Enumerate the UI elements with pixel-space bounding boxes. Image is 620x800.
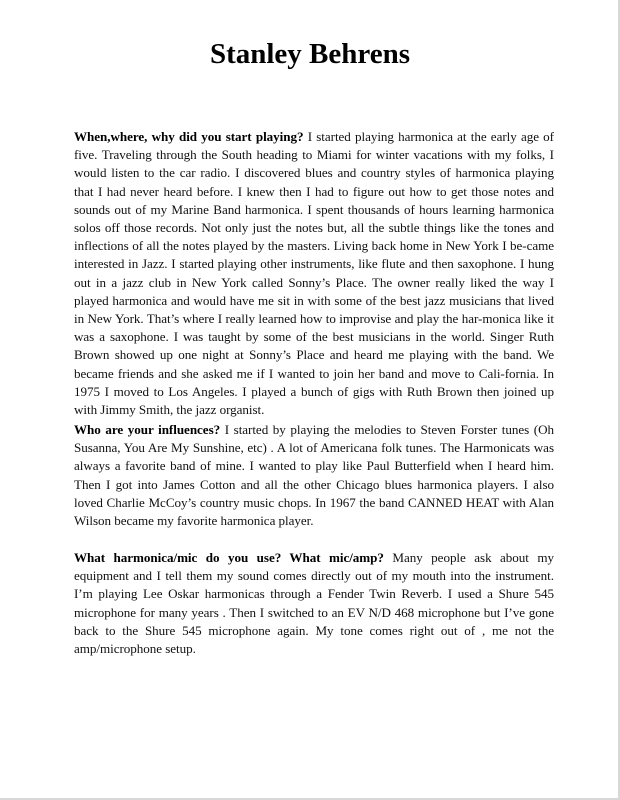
question-origins: When,where, why did you start playing? — [74, 129, 304, 144]
interview-paragraph-influences — [74, 421, 554, 530]
question-equipment: What harmonica/mic do you use? What mic/amp? — [74, 550, 384, 565]
question-influences: Who are your influences? — [74, 422, 221, 437]
answer-influences: I started by playing the melodies to Steven Forster tunes (Oh Susanna, You Are My Sunshine, etc) . A lot of Americana folk tunes. The Harmonicats was always a favorite band of mine. I wanted to play like Paul Butterfield when I heard him. Then I got into James Cotton and all the other Chicago blues harmonica players. I also loved Charlie McCoy’s country music chops. In 1967 the band CANNED HEAT with Alan Wilson became my favorite harmonica player. — [74, 422, 554, 529]
interview-paragraph-equipment — [74, 549, 554, 658]
interview-paragraph-origins — [74, 128, 554, 419]
page-title: Stanley Behrens — [209, 38, 411, 70]
answer-equipment: Many people ask about my equipment and I tell them my sound comes directly out of my mouth into the instrument. I’m playing Lee Oskar harmonicas through a Fender Twin Reverb. I used a Shure 545 microphone for many years . Then I switched to an EV N/D 468 microphone but I’ve gone back to the Shure 545 microphone again. My tone comes right out of , me not the amp/microphone setup. — [74, 550, 554, 657]
answer-origins: I started playing harmonica at the early age of five. Traveling through the South heading to Miami for winter vacations with my folks, I would listen to the car radio. I discovered blues and country styles of harmonica playing that I had never heard before. I knew then I had to figure out how to get those notes and sounds out of my Marine Band harmonica. I spent thousands of hours learning harmonica solos off those records. Not only just the notes but, all the subtle things like the tones and inflections of all the notes played by the masters. Living back home in New York I be-came interested in Jazz. I started playing other instruments, like flute and then saxophone. I hung out in a jazz club in New York called Sonny’s Place. The owner really liked the way I played harmonica and would have me sit in with some of the best jazz musicians that lived in New York. That’s where I really learned how to improvise and play the har-monica like it was a saxophone. I was taught by some of the best musicians in the world. Singer Ruth Brown showed up one night at Sonny’s Place and heard me playing with the band. We became friends and she asked me if I wanted to join her band and move to Cali-fornia. In 1975 I moved to Los Angeles. I played a bunch of gigs with Ruth Brown then joined up with Jimmy Smith, the jazz organist. — [74, 129, 554, 418]
